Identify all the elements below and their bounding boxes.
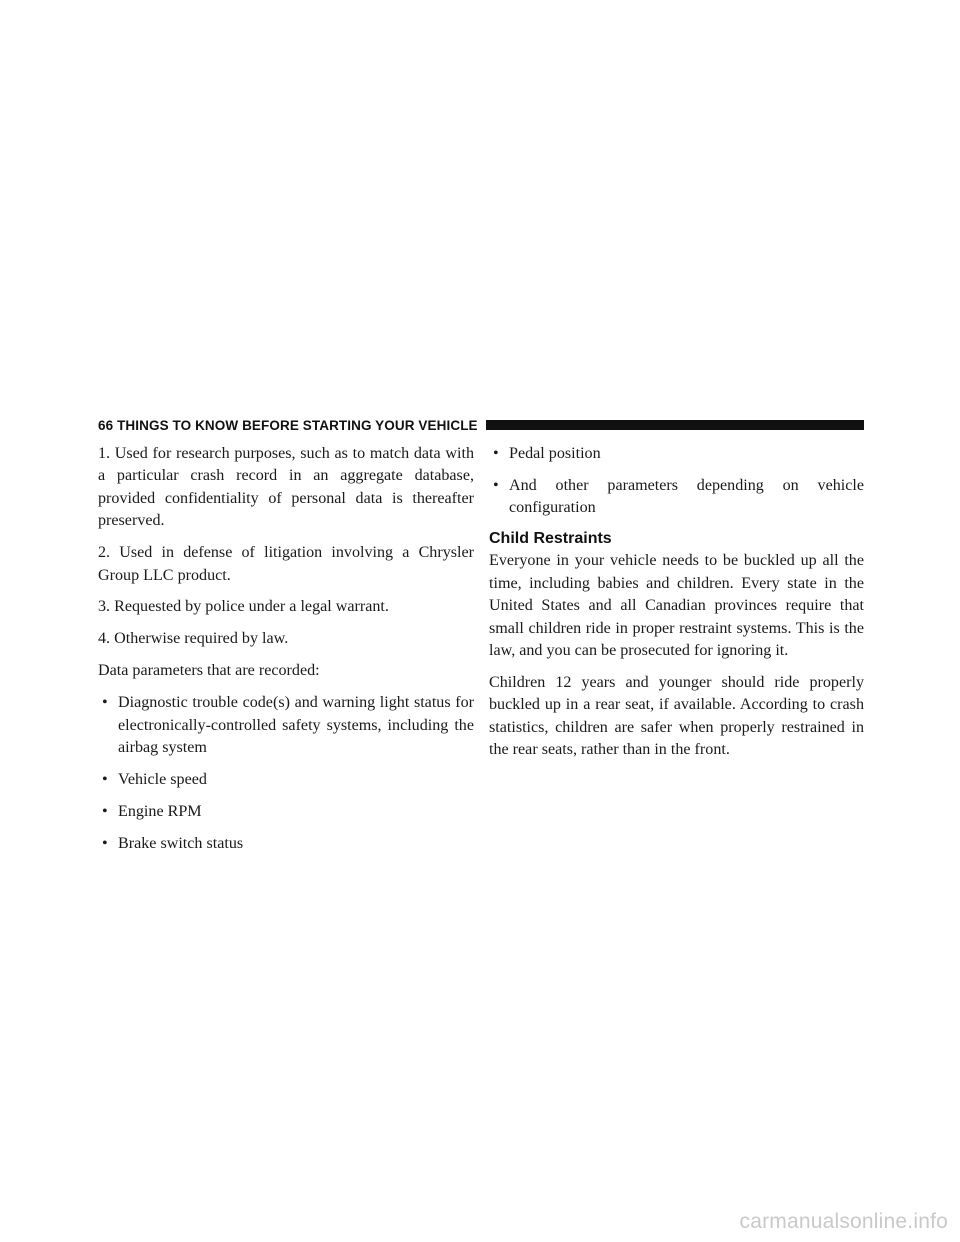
bullet-icon: •: [102, 802, 108, 820]
running-head-title: THINGS TO KNOW BEFORE STARTING YOUR VEHICLE: [117, 417, 478, 433]
list-item-text: Diagnostic trouble code(s) and warning light status for electronically-controlled safety systems, including the airbag system: [118, 694, 474, 756]
bullet-icon: •: [102, 694, 108, 712]
left-column: [98, 443, 474, 865]
section-heading-child-restraints: Child Restraints: [489, 530, 612, 548]
watermark: carmanualsonline.info: [739, 1210, 948, 1233]
data-parameters-list-continued: [489, 443, 864, 520]
paragraph-buckled-up: Everyone in your vehicle needs to be buckled up all the time, including babies and children. Every state in the United States and all Canadian provinces require that small children ride in proper restraint systems. This is the law, and you can be prosecuted for ignoring it.: [489, 552, 864, 660]
paragraph-rear-seat: Children 12 years and younger should ride properly buckled up in a rear seat, if available. According to crash statistics, children are safer when properly restrained in the rear seats, rather than in the front.: [489, 673, 864, 759]
list-item-text: Engine RPM: [118, 802, 202, 820]
list-item: [98, 833, 474, 855]
list-item: [98, 801, 474, 823]
list-item: [98, 692, 474, 759]
paragraph-police-warrant: 3. Requested by police under a legal warrant.: [98, 598, 389, 616]
page-number: 66: [98, 417, 114, 433]
list-item-text: Pedal position: [509, 445, 601, 462]
paragraph-litigation: 2. Used in defense of litigation involving a Chrysler Group LLC product.: [98, 544, 474, 584]
paragraph-required-by-law: 4. Otherwise required by law.: [98, 630, 289, 648]
paragraph-research-purposes: 1. Used for research purposes, such as to match data with a particular crash record in an aggregate database, provided confidentiality of personal data is thereafter preserved.: [98, 445, 474, 530]
data-parameters-list: [98, 692, 474, 855]
list-item-text: Vehicle speed: [118, 770, 207, 788]
running-head-rule: [486, 420, 864, 430]
paragraph-data-parameters-intro: Data parameters that are recorded:: [98, 662, 320, 680]
list-item-text: Brake switch status: [118, 834, 244, 852]
bullet-icon: •: [493, 477, 499, 494]
list-item-text: And other parameters depending on vehicle configuration: [509, 477, 864, 517]
bullet-icon: •: [493, 445, 499, 462]
list-item: [489, 475, 864, 520]
running-head: [98, 417, 864, 433]
bullet-icon: •: [102, 834, 108, 852]
list-item: [98, 769, 474, 791]
bullet-icon: •: [102, 770, 108, 788]
list-item: [489, 443, 864, 465]
right-column: [489, 443, 864, 771]
running-head-text: [98, 418, 478, 433]
